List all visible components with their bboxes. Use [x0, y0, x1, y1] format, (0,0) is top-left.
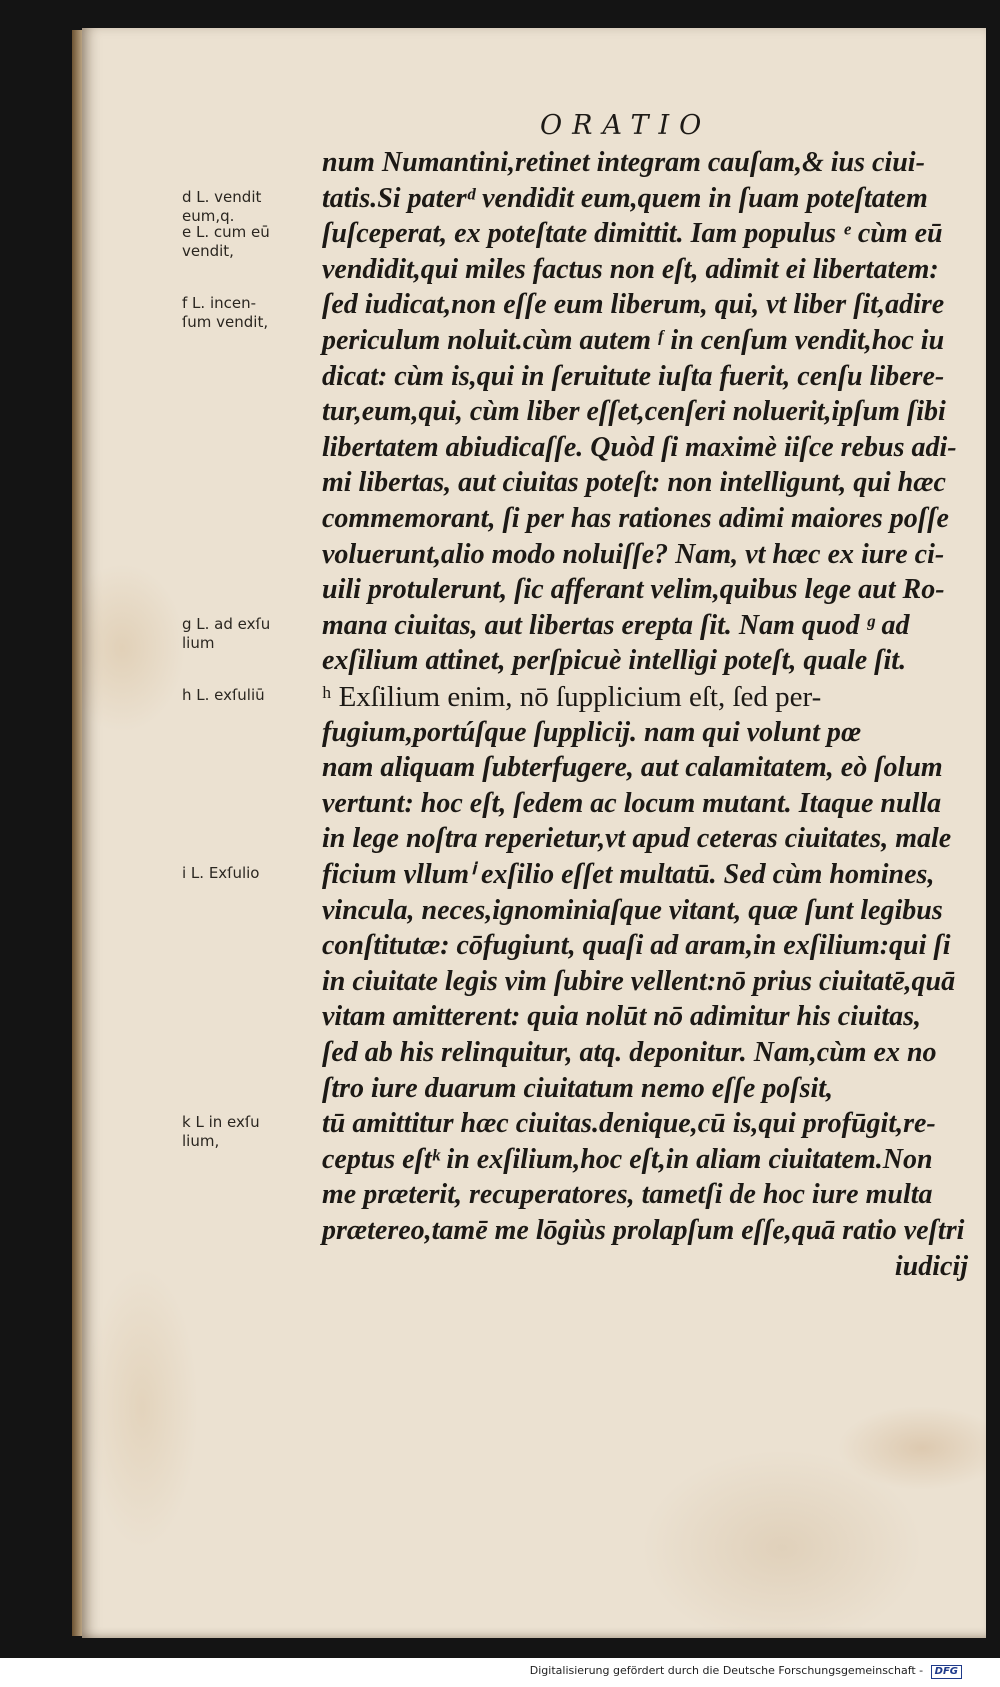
marginal-note	[182, 294, 322, 332]
text-line: prætereo,tamē me lōgiùs prolapſum eſſe,quā ratio veſtri	[322, 1215, 965, 1246]
marginal-note-line: lium	[182, 633, 215, 652]
text-line: tur,eum,qui, cùm liber eſſet,cenſeri noluerit,ipſum ſibi	[322, 396, 946, 428]
text-line: in lege noſtra reperietur,vt apud ceteras ciuitates, male	[322, 823, 952, 855]
digitization-credit	[530, 1664, 962, 1679]
text-line: iudicij	[894, 1250, 968, 1282]
text-line: dicat: cùm is,qui in ſeruitute iuſta fuerit, cenſu libere-	[322, 360, 945, 392]
text-line: mi libertas, aut ciuitas poteſt: non intelligunt, qui hæc	[322, 467, 946, 499]
text-line: in ciuitate legis vim ſubire vellent:nō prius ciuitatē,quā	[322, 965, 956, 997]
text-line: ſtro iure duarum ciuitatum nemo eſſe poſsit,	[322, 1072, 834, 1104]
text-line: ſed ab his relinquitur, atq. deponitur. Nam,cùm ex no	[322, 1037, 937, 1068]
text-line: ficium vllumⁱ exſilio eſſet multatū. Sed cùm homines,	[322, 859, 935, 890]
credit-text: Digitalisierung gefördert durch die Deutsche Forschungsgemeinschaft -	[529, 1664, 924, 1677]
marginal-note-line: g L. ad exſu	[182, 614, 271, 633]
marginal-note-line: eum,q.	[182, 206, 235, 225]
marginal-note-line: k L in exſu	[182, 1113, 260, 1132]
marginal-note-line: d L. vendit	[182, 187, 262, 206]
dfg-logo: DFG	[931, 1665, 962, 1679]
marginal-note	[182, 223, 322, 261]
text-line: ſed iudicat,non eſſe eum liberum, qui, vt liber ſit,adire	[322, 289, 945, 321]
marginal-note-line: f L. incen-	[182, 294, 257, 313]
marginal-note	[182, 615, 322, 653]
marginal-note	[182, 864, 322, 883]
text-line: ceptus eſtᵏ in exſilium,hoc eſt,in aliam ciuitatem.Non	[322, 1143, 933, 1175]
marginal-note	[182, 188, 322, 226]
text-line: me præterit, recuperatores, tametſi de hoc iure multa	[322, 1179, 933, 1211]
marginal-note-line: ſum vendit,	[182, 313, 269, 332]
marginal-note-line: vendit,	[182, 242, 234, 261]
text-line: vincula, neces,ignominiaſque vitant, quæ ſunt legibus	[322, 894, 943, 926]
marginal-note	[182, 686, 322, 705]
text-line: vertunt: hoc eſt, ſedem ac locum mutant. Itaque nulla	[322, 787, 942, 819]
text-line: vendidit,qui miles factus non eſt, adimit ei libertatem:	[322, 253, 939, 285]
text-line: tatis.Si paterᵈ vendidit eum,quem in ſuam poteſtatem	[322, 182, 928, 214]
marginal-note	[182, 1113, 322, 1151]
book-page	[82, 28, 986, 1638]
running-head: ORATIO	[540, 110, 712, 141]
text-line: uili protulerunt, ſic afferant velim,quibus lege aut Ro-	[322, 574, 945, 606]
text-line: vitam amitterent: quia nolūt nō adimitur his ciuitas,	[322, 1001, 922, 1033]
marginal-note-line: h L. exſuliū	[182, 686, 265, 704]
text-line: tū amittitur hæc ciuitas.denique,cū is,qui profūgit,re-	[322, 1108, 936, 1140]
marginal-note-line: lium,	[182, 1132, 220, 1151]
marginal-note-line: i L. Exſulio	[182, 864, 260, 882]
text-line: ſuſceperat, ex poteſtate dimittit. Iam populus ᵉ cùm eū	[322, 218, 943, 250]
text-line: ʰ Exſilium enim, nō ſupplicium eſt, ſed per-	[322, 681, 822, 713]
text-line: periculum noluit.cùm autem ᶠ in cenſum vendit,hoc iu	[322, 325, 945, 356]
text-line: nam aliquam ſubterfugere, aut calamitatem, eò ſolum	[322, 752, 943, 784]
text-line: conſtitutæ: cōfugiunt, quaſi ad aram,in exſilium:qui ſi	[322, 930, 951, 962]
marginal-note-line: e L. cum eū	[182, 223, 270, 242]
text-line: commemorant, ſi per has rationes adimi maiores poſſe	[322, 503, 949, 534]
text-line: mana ciuitas, aut libertas erepta ſit. Nam quod ᵍ ad	[322, 609, 910, 641]
text-line: voluerunt,alio modo noluiſſe? Nam, vt hæc ex iure ci-	[322, 538, 945, 570]
text-line: libertatem abiudicaſſe. Quòd ſi maximè iiſce rebus adi-	[322, 431, 957, 463]
text-line: fugium,portúſque ſupplicij. nam qui volunt pœ	[322, 716, 862, 748]
text-line: num Numantini,retinet integram cauſam,& ius ciui-	[322, 147, 925, 178]
text-line: exſilium attinet, perſpicuè intelligi poteſt, quale ſit.	[322, 645, 907, 677]
